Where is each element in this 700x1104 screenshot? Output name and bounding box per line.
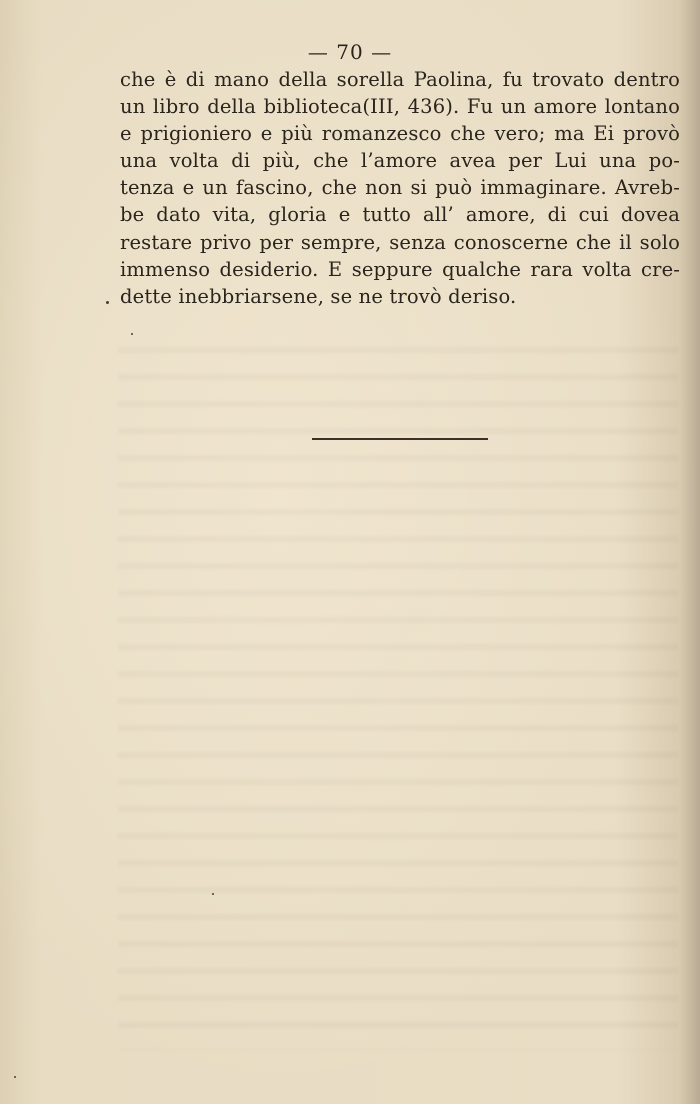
text-line: immenso desiderio. E seppure qualche rara volta cre- <box>120 257 680 281</box>
paper-speck <box>14 1076 16 1078</box>
text-line: e prigioniero e più romanzesco che vero; ma Ei provò <box>120 122 680 146</box>
text-line: che è di mano della sorella Paolina, fu trovato dentro <box>120 68 680 91</box>
text-line: una volta di più, che l’amore avea per Lui una po- <box>120 149 680 173</box>
page-number: — 70 — <box>307 40 393 64</box>
text-line: restare privo per sempre, senza conoscerne che il solo <box>120 230 680 254</box>
paper-speck <box>212 893 214 895</box>
text-line: tenza e un fascino, che non si può immaginare. Avreb- <box>120 176 680 200</box>
text-line: dette inebbriarsene, se ne trovò deriso. <box>120 284 517 308</box>
text-line: un libro della biblioteca(III, 436). Fu un amore lontano <box>120 95 680 119</box>
body-text <box>120 66 680 310</box>
paper-speck <box>106 301 109 304</box>
text-line: be dato vita, gloria e tutto all’ amore, di cui dovea <box>120 203 680 227</box>
section-divider <box>312 438 488 440</box>
paper-speck <box>131 333 133 335</box>
